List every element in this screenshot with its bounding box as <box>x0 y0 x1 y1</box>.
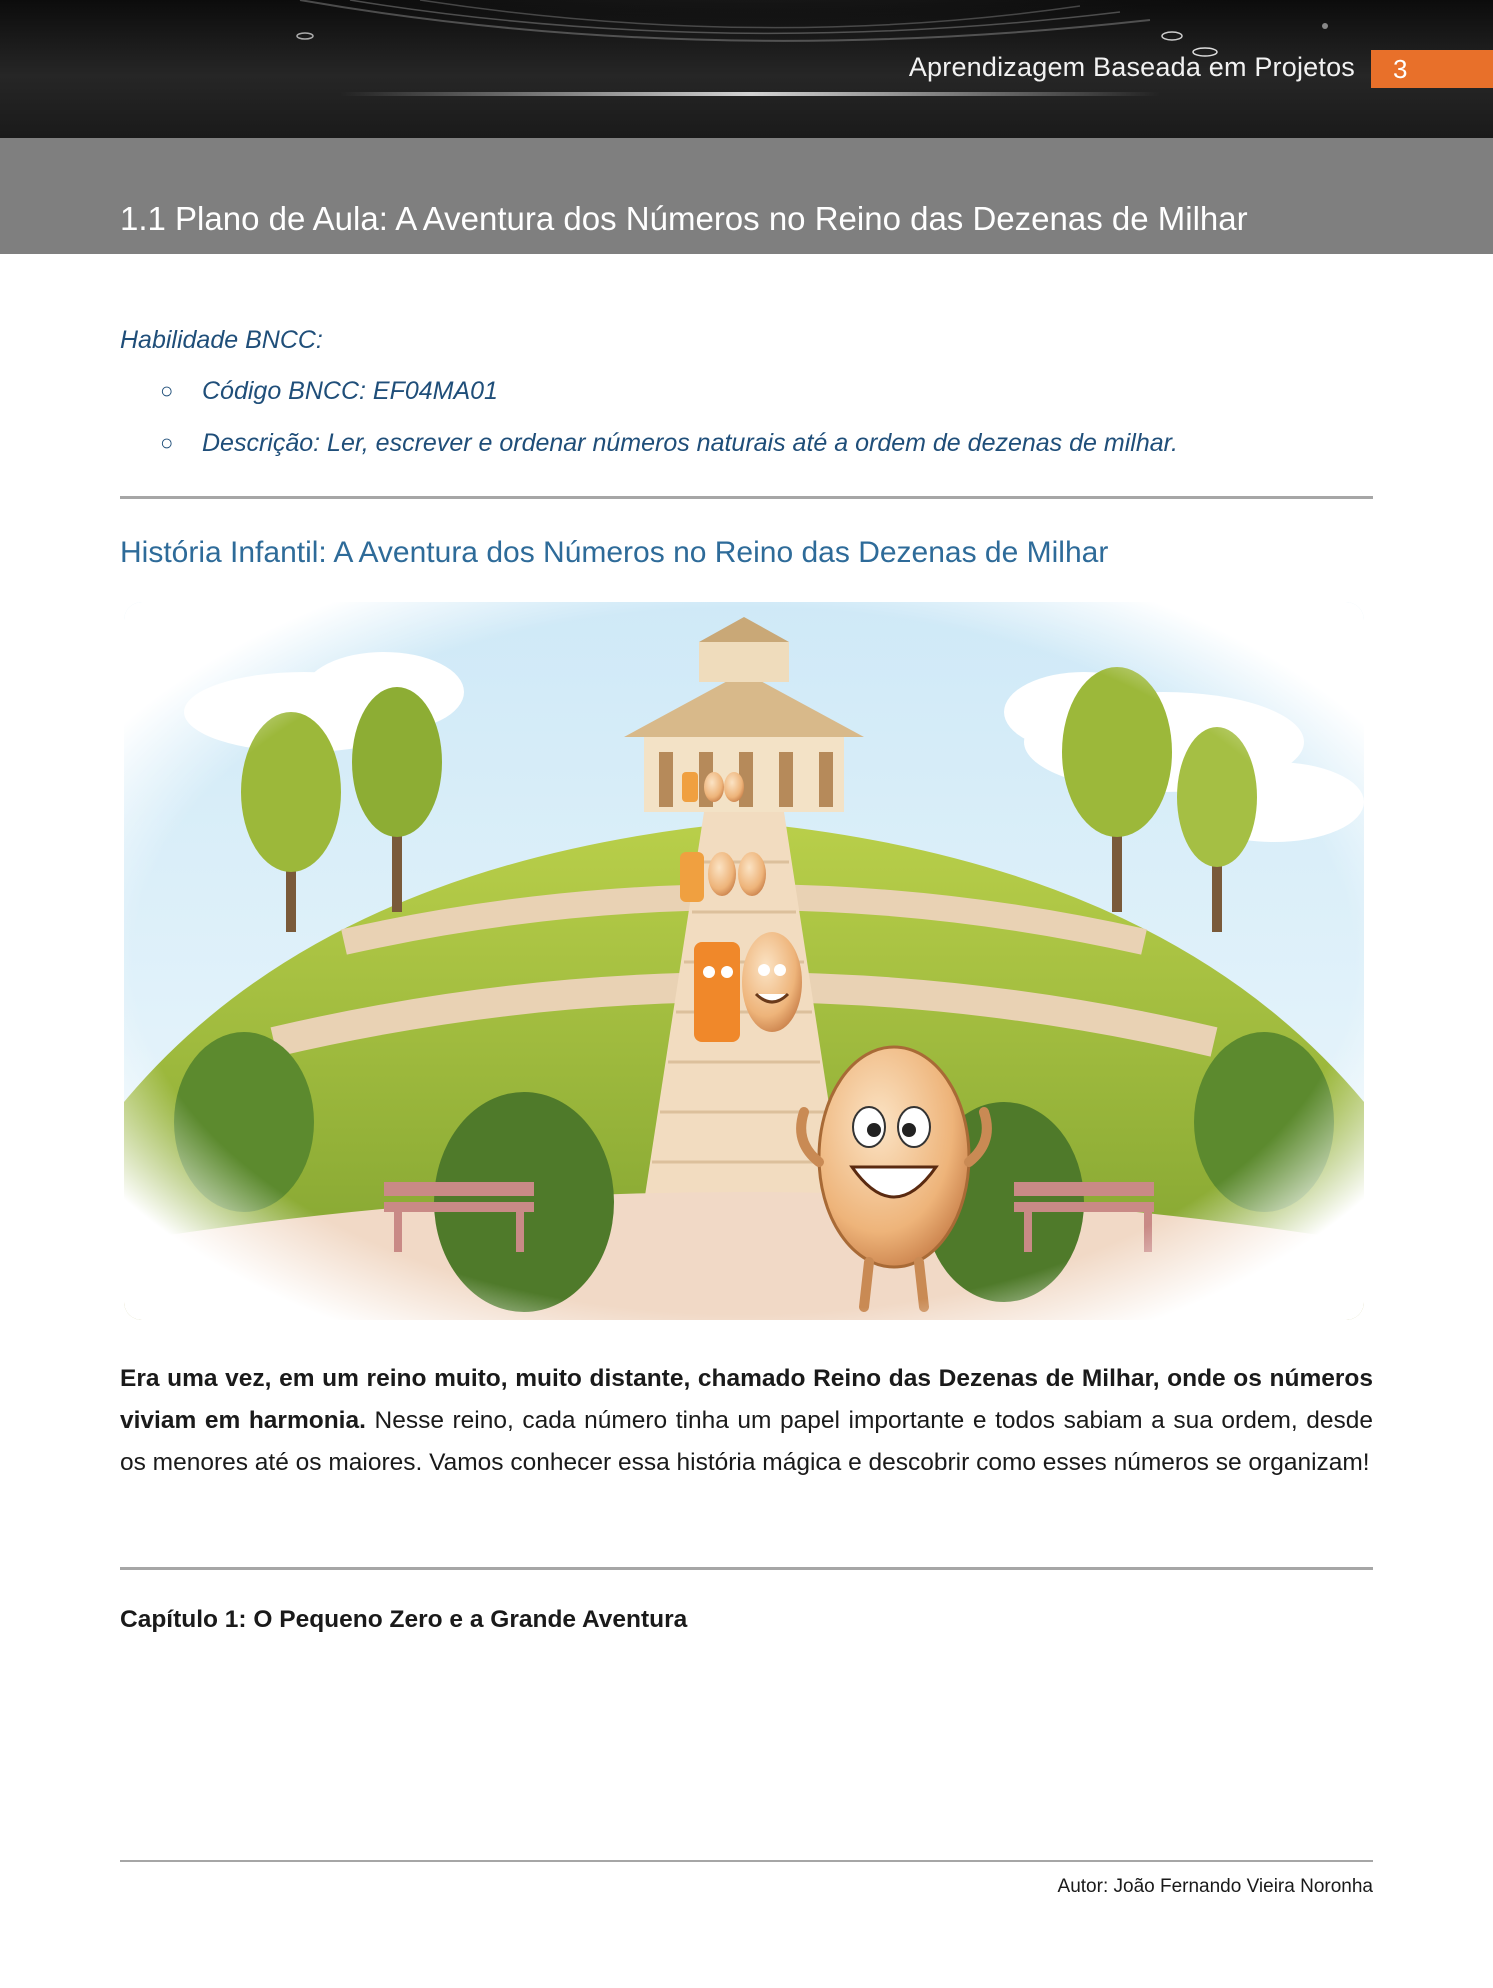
author-footer: Autor: João Fernando Vieira Noronha <box>1057 1876 1373 1897</box>
kingdom-park-illustration <box>124 602 1364 1320</box>
story-intro-rest: Nesse reino, cada número tinha um papel importante e todos sabiam a sua ordem, desde os menores até os maiores. Vamos conhecer essa história mágica e descobrir como esses números se organizam! <box>120 1407 1373 1476</box>
skill-item-code <box>160 372 1178 424</box>
section-title: 1.1 Plano de Aula: A Aventura dos Números no Reino das Dezenas de Milhar <box>120 200 1248 237</box>
skill-heading: Habilidade BNCC: <box>120 326 323 354</box>
circle-bullet-icon: ○ <box>160 430 174 455</box>
divider <box>120 496 1373 499</box>
skill-list <box>160 372 1178 476</box>
chapter-heading: Capítulo 1: O Pequeno Zero e a Grande Aventura <box>120 1606 688 1633</box>
header-band <box>0 0 1493 138</box>
skill-item-text: Descrição: Ler, escrever e ordenar números naturais até a ordem de dezenas de milhar. <box>202 429 1178 457</box>
page-number-badge: 3 <box>1371 50 1493 88</box>
story-intro-bold: Era uma vez, em um reino muito, muito distante, chamado Reino das Dezenas de Milhar, onde os números viviam em harmonia. <box>120 1365 1373 1434</box>
footer-divider <box>120 1860 1373 1862</box>
skill-item-text: Código BNCC: EF04MA01 <box>202 377 498 405</box>
skill-item-description <box>160 424 1178 476</box>
divider <box>120 1567 1373 1570</box>
header-title: Aprendizagem Baseada em Projetos <box>908 52 1355 82</box>
story-intro-paragraph <box>120 1358 1373 1484</box>
illustration-icon <box>124 602 1364 1320</box>
circle-bullet-icon: ○ <box>160 378 174 403</box>
story-heading: História Infantil: A Aventura dos Números no Reino das Dezenas de Milhar <box>120 536 1109 569</box>
